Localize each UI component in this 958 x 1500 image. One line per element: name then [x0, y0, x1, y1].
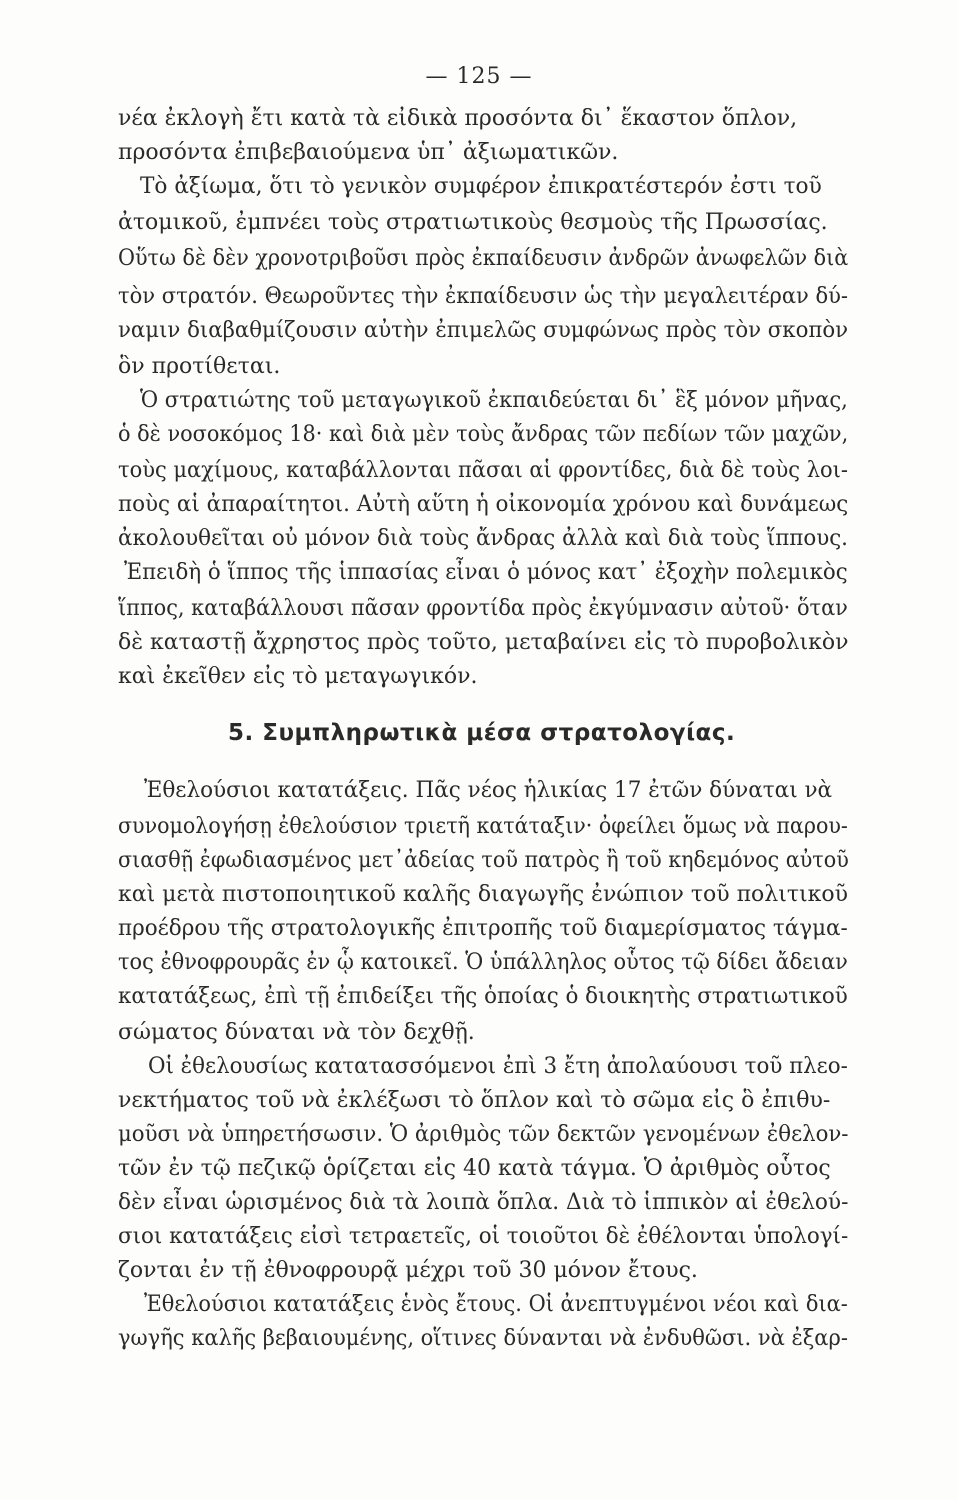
- text-line: Τὸ ἀξίωμα, ὅτι τὸ γενικὸν συμφέρον ἐπικρατέστερόν ἐστι τοῦ: [140, 174, 822, 199]
- text-line: τοὺς μαχίμους, καταβάλλονται πᾶσαι αἱ φροντίδες, διὰ δὲ τοὺς λοι-: [118, 458, 848, 483]
- text-line: τῶν ἐν τῷ πεζικῷ ὁρίζεται εἰς 40 κατὰ τάγμα. Ὁ ἀριθμὸς οὗτος: [118, 1156, 831, 1181]
- text-line: σιοι κατατάξεις εἰσὶ τετραετεῖς, οἱ τοιοῦτοι δὲ ἐθέλονται ὑπολογί-: [118, 1224, 849, 1249]
- text-line: Ὁ στρατιώτης τοῦ μεταγωγικοῦ ἐκπαιδεύεται δι᾽ ἓξ μόνον μῆνας,: [140, 388, 848, 413]
- text-line: ἀκολουθεῖται οὐ μόνον διὰ τοὺς ἄνδρας ἀλλὰ καὶ διὰ τοὺς ἵππους.: [118, 526, 848, 551]
- text-line: Οἱ ἐθελουσίως κατατασσόμενοι ἐπὶ 3 ἔτη ἀπολαύουσι τοῦ πλεο-: [148, 1054, 848, 1079]
- text-line: ὃν προτίθεται.: [118, 354, 281, 379]
- text-line: καὶ μετὰ πιστοποιητικοῦ καλῆς διαγωγῆς ἐνώπιον τοῦ πολιτικοῦ: [118, 882, 848, 907]
- text-line: καὶ ἐκεῖθεν εἰς τὸ μεταγωγικόν.: [118, 664, 478, 689]
- text-line: προσόντα ἐπιβεβαιούμενα ὑπ᾽ ἀξιωματικῶν.: [118, 140, 619, 165]
- text-line: ζονται ἐν τῇ ἐθνοφρουρᾷ μέχρι τοῦ 30 μόνον ἔτους.: [118, 1258, 698, 1283]
- text-line: μοῦσι νὰ ὑπηρετήσωσιν. Ὁ ἀριθμὸς τῶν δεκτῶν γενομένων ἐθελον-: [118, 1122, 849, 1147]
- section-heading: 5. Συμπληρωτικὰ μέσα στρατολογίας.: [228, 720, 736, 746]
- text-line: γωγῆς καλῆς βεβαιουμένης, οἵτινες δύνανται νὰ ἐνδυθῶσι. νὰ ἐξαρ-: [118, 1326, 848, 1351]
- text-line: νεκτήματος τοῦ νὰ ἐκλέξωσι τὸ ὅπλον καὶ τὸ σῶμα εἰς ὃ ἐπιθυ-: [118, 1088, 831, 1113]
- text-line: τος ἐθνοφρουρᾶς ἐν ᾧ κατοικεῖ. Ὁ ὑπάλληλος οὗτος τῷ δίδει ἄδειαν: [118, 950, 848, 975]
- text-line: ἀτομικοῦ, ἐμπνέει τοὺς στρατιωτικοὺς θεσμοὺς τῆς Πρωσσίας.: [118, 210, 828, 235]
- text-line: δὲν εἶναι ὡρισμένος διὰ τὰ λοιπὰ ὅπλα. Διὰ τὸ ἱππικὸν αἱ ἐθελού-: [118, 1190, 849, 1215]
- text-line: ναμιν διαβαθμίζουσιν αὐτὴν ἐπιμελῶς συμφώνως πρὸς τὸν σκοπὸν: [118, 318, 849, 343]
- text-line: Ἐθελούσιοι κατατάξεις. Πᾶς νέος ἡλικίας 17 ἐτῶν δύναται νὰ: [144, 778, 833, 803]
- text-line: νέα ἐκλογὴ ἔτι κατὰ τὰ εἰδικὰ προσόντα δι᾽ ἕκαστον ὅπλον,: [118, 106, 798, 131]
- text-line: συνομολογήσῃ ἐθελούσιον τριετῆ κατάταξιν· ὀφείλει ὅμως νὰ παρου-: [118, 814, 848, 839]
- text-line: σώματος δύναται νὰ τὸν δεχθῇ.: [118, 1020, 475, 1045]
- text-line: τὸν στρατόν. Θεωροῦντες τὴν ἐκπαίδευσιν ὡς τὴν μεγαλειτέραν δύ-: [118, 284, 848, 309]
- page-number: — 125 —: [425, 64, 533, 89]
- text-line: ὁ δὲ νοσοκόμος 18· καὶ διὰ μὲν τοὺς ἄνδρας τῶν πεδίων τῶν μαχῶν,: [118, 422, 849, 447]
- text-line: ἵππος, καταβάλλουσι πᾶσαν φροντίδα πρὸς ἐκγύμνασιν αὐτοῦ· ὅταν: [118, 596, 848, 621]
- text-line: κατατάξεως, ἐπὶ τῇ ἐπιδείξει τῆς ὁποίας ὁ διοικητὴς στρατιωτικοῦ: [118, 984, 848, 1009]
- text-line: Ἐπειδὴ ὁ ἵππος τῆς ἱππασίας εἶναι ὁ μόνος κατ᾽ ἐξοχὴν πολεμικὸς: [124, 560, 848, 585]
- text-line: σιασθῇ ἐφωδιασμένος μετ᾽ἀδείας τοῦ πατρὸς ἢ τοῦ κηδεμόνος αὐτοῦ: [118, 848, 849, 873]
- text-line: Οὕτω δὲ δὲν χρονοτριβοῦσι πρὸς ἐκπαίδευσιν ἀνδρῶν ἀνωφελῶν διὰ: [118, 246, 849, 271]
- text-line: ποὺς αἱ ἀπαραίτητοι. Αὐτὴ αὕτη ἡ οἰκονομία χρόνου καὶ δυνάμεως: [118, 492, 849, 517]
- text-line: Ἐθελούσιοι κατατάξεις ἑνὸς ἔτους. Οἱ ἀνεπτυγμένοι νέοι καὶ δια-: [144, 1292, 848, 1317]
- text-line: δὲ καταστῇ ἄχρηστος πρὸς τοῦτο, μεταβαίνει εἰς τὸ πυροβολικὸν: [118, 630, 849, 655]
- text-line: προέδρου τῆς στρατολογικῆς ἐπιτροπῆς τοῦ διαμερίσματος τάγμα-: [118, 916, 848, 941]
